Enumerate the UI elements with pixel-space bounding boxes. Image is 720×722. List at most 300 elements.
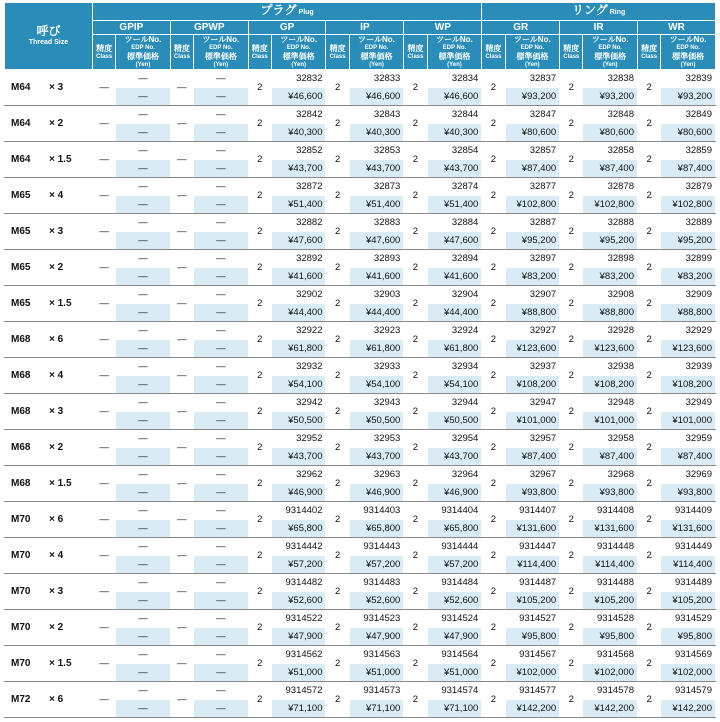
class-cell: 2 xyxy=(404,502,427,538)
price-cell: ¥61,800 xyxy=(427,340,482,358)
price-cell: ¥123,600 xyxy=(661,340,716,358)
price-label: 標準価格 xyxy=(594,52,627,61)
price-cell-empty: — xyxy=(116,592,171,610)
price-cell-empty: — xyxy=(194,448,249,466)
class-cell: 2 xyxy=(404,466,427,502)
price-cell: ¥87,400 xyxy=(661,160,716,178)
price-cell: ¥71,100 xyxy=(271,700,326,718)
class-cell: 2 xyxy=(560,250,583,286)
class-cell-empty: — xyxy=(92,70,115,106)
class-en-label: Class xyxy=(563,53,580,60)
gauge-type-wr: WR xyxy=(637,21,715,35)
class-cell: 2 xyxy=(248,502,271,538)
class-cell: 2 xyxy=(560,502,583,538)
class-column-header xyxy=(326,35,349,70)
class-cell: 2 xyxy=(560,574,583,610)
class-cell: 2 xyxy=(248,70,271,106)
class-cell: 2 xyxy=(560,214,583,250)
price-cell: ¥71,100 xyxy=(349,700,404,718)
edp-cell-empty: — xyxy=(194,610,249,628)
price-cell: ¥88,800 xyxy=(583,304,638,322)
edp-number-cell: 9314574 xyxy=(427,682,482,700)
yen-label: (Yen) xyxy=(447,62,462,68)
class-cell: 2 xyxy=(326,106,349,142)
edp-number-cell: 32892 xyxy=(271,250,326,268)
price-cell: ¥46,600 xyxy=(427,88,482,106)
price-cell-empty: — xyxy=(194,628,249,646)
class-jp-label: 精度 xyxy=(251,43,268,53)
edp-number-cell: 32904 xyxy=(427,286,482,304)
price-cell: ¥105,200 xyxy=(505,592,560,610)
price-cell: ¥95,800 xyxy=(661,628,716,646)
price-cell-empty: — xyxy=(194,664,249,682)
class-cell: 2 xyxy=(404,106,427,142)
thread-pitch: × 3 xyxy=(49,586,64,597)
edp-no-label: EDP No. xyxy=(286,45,311,51)
table-row xyxy=(5,538,716,556)
price-cell: ¥40,300 xyxy=(349,124,404,142)
class-cell: 2 xyxy=(637,610,660,646)
edp-number-cell: 32897 xyxy=(505,250,560,268)
edp-cell-empty: — xyxy=(194,178,249,196)
edp-cell-empty: — xyxy=(194,286,249,304)
class-column-header xyxy=(482,35,505,70)
edp-number-cell: 32942 xyxy=(271,394,326,412)
thread-pitch: × 1.5 xyxy=(49,154,72,165)
thread-size-cell xyxy=(5,214,93,250)
price-cell: ¥102,000 xyxy=(661,664,716,682)
price-cell-empty: — xyxy=(116,160,171,178)
class-cell-empty: — xyxy=(170,538,193,574)
table-row xyxy=(5,250,716,268)
thread-size-header: 呼び Thread Size xyxy=(5,3,93,70)
class-cell: 2 xyxy=(404,70,427,106)
yen-label: (Yen) xyxy=(291,62,307,68)
class-cell-empty: — xyxy=(92,610,115,646)
thread-diameter: M64 xyxy=(11,154,31,165)
table-row xyxy=(5,142,716,160)
price-cell: ¥47,600 xyxy=(271,232,326,250)
price-cell: ¥131,600 xyxy=(505,520,560,538)
price-cell: ¥95,200 xyxy=(583,232,638,250)
edp-number-cell: 9314522 xyxy=(271,610,326,628)
price-cell-empty: — xyxy=(194,412,249,430)
class-cell: 2 xyxy=(326,70,349,106)
edp-number-cell: 32878 xyxy=(583,178,638,196)
thread-pitch: × 2 xyxy=(49,118,64,129)
edp-cell-empty: — xyxy=(194,322,249,340)
class-column-header xyxy=(637,35,660,70)
edp-number-cell: 32908 xyxy=(583,286,638,304)
class-cell: 2 xyxy=(637,106,660,142)
price-cell: ¥57,200 xyxy=(427,556,482,574)
table-body xyxy=(5,70,716,718)
class-cell: 2 xyxy=(326,178,349,214)
column-subheader-row xyxy=(5,35,716,70)
table-row xyxy=(5,322,716,340)
class-cell: 2 xyxy=(560,466,583,502)
class-cell: 2 xyxy=(248,394,271,430)
class-cell: 2 xyxy=(482,430,505,466)
price-cell: ¥87,400 xyxy=(583,448,638,466)
class-cell: 2 xyxy=(560,142,583,178)
class-en-label: Class xyxy=(96,53,113,60)
price-cell-empty: — xyxy=(194,268,249,286)
edp-number-cell: 32938 xyxy=(583,358,638,376)
thread-pitch: × 6 xyxy=(49,514,64,525)
price-cell: ¥47,900 xyxy=(349,628,404,646)
thread-size-cell xyxy=(5,286,93,322)
price-cell: ¥46,900 xyxy=(427,484,482,502)
price-cell: ¥102,800 xyxy=(505,196,560,214)
tool-price-column-header xyxy=(505,35,560,70)
gauge-type-gpip: GPIP xyxy=(92,21,170,35)
class-cell-empty: — xyxy=(170,646,193,682)
price-cell: ¥108,200 xyxy=(583,376,638,394)
class-cell-empty: — xyxy=(92,430,115,466)
price-cell-empty: — xyxy=(116,196,171,214)
price-cell: ¥95,800 xyxy=(505,628,560,646)
edp-number-cell: 32837 xyxy=(505,70,560,88)
class-cell-empty: — xyxy=(92,322,115,358)
price-cell: ¥142,200 xyxy=(583,700,638,718)
edp-number-cell: 9314489 xyxy=(661,574,716,592)
edp-number-cell: 9314487 xyxy=(505,574,560,592)
class-cell-empty: — xyxy=(92,394,115,430)
edp-number-cell: 9314524 xyxy=(427,610,482,628)
class-column-header xyxy=(92,35,115,70)
price-cell: ¥108,200 xyxy=(661,376,716,394)
class-cell: 2 xyxy=(482,322,505,358)
price-cell: ¥51,000 xyxy=(427,664,482,682)
price-cell: ¥105,200 xyxy=(661,592,716,610)
class-cell: 2 xyxy=(560,106,583,142)
thread-pitch: × 6 xyxy=(49,334,64,345)
class-cell-empty: — xyxy=(170,142,193,178)
thread-pitch: × 4 xyxy=(49,190,64,201)
thread-diameter: M70 xyxy=(11,658,31,669)
price-cell-empty: — xyxy=(116,484,171,502)
price-cell: ¥114,400 xyxy=(583,556,638,574)
class-cell: 2 xyxy=(326,574,349,610)
edp-number-cell: 32832 xyxy=(271,70,326,88)
edp-number-cell: 32954 xyxy=(427,430,482,448)
thread-pitch: × 3 xyxy=(49,406,64,417)
table-row xyxy=(5,178,716,196)
edp-number-cell: 9314448 xyxy=(583,538,638,556)
class-en-label: Class xyxy=(173,53,190,60)
class-cell-empty: — xyxy=(92,574,115,610)
price-cell: ¥131,600 xyxy=(583,520,638,538)
thread-pitch: × 2 xyxy=(49,622,64,633)
class-cell: 2 xyxy=(404,610,427,646)
class-column-header xyxy=(404,35,427,70)
class-cell: 2 xyxy=(637,70,660,106)
class-cell: 2 xyxy=(326,142,349,178)
price-label: 標準価格 xyxy=(672,52,705,61)
price-cell-empty: — xyxy=(116,628,171,646)
edp-number-cell: 9314444 xyxy=(427,538,482,556)
edp-number-cell: 9314488 xyxy=(583,574,638,592)
class-cell: 2 xyxy=(248,286,271,322)
price-cell: ¥41,600 xyxy=(427,268,482,286)
price-cell: ¥50,500 xyxy=(349,412,404,430)
class-cell-empty: — xyxy=(170,682,193,718)
yen-label: (Yen) xyxy=(680,62,696,68)
edp-number-cell: 9314567 xyxy=(505,646,560,664)
edp-number-cell: 32838 xyxy=(583,70,638,88)
class-cell: 2 xyxy=(560,322,583,358)
price-cell-empty: — xyxy=(194,484,249,502)
price-cell: ¥87,400 xyxy=(505,448,560,466)
edp-number-cell: 32853 xyxy=(349,142,404,160)
price-cell: ¥83,200 xyxy=(661,268,716,286)
edp-cell-empty: — xyxy=(194,358,249,376)
class-cell: 2 xyxy=(404,250,427,286)
edp-number-cell: 9314442 xyxy=(271,538,326,556)
price-cell-empty: — xyxy=(194,124,249,142)
edp-number-cell: 32883 xyxy=(349,214,404,232)
edp-cell-empty: — xyxy=(116,70,171,88)
thread-size-cell xyxy=(5,250,93,286)
edp-number-cell: 32859 xyxy=(661,142,716,160)
gauge-type-gr: GR xyxy=(482,21,560,35)
edp-cell-empty: — xyxy=(116,466,171,484)
tool-price-column-header xyxy=(116,35,171,70)
edp-no-label: EDP No. xyxy=(676,45,700,51)
price-cell: ¥93,200 xyxy=(661,88,716,106)
price-cell-empty: — xyxy=(116,520,171,538)
tool-price-column-header xyxy=(427,35,482,70)
price-cell: ¥131,600 xyxy=(661,520,716,538)
tool-price-column-header xyxy=(583,35,638,70)
thread-diameter: M68 xyxy=(11,478,31,489)
edp-number-cell: 32958 xyxy=(583,430,638,448)
edp-cell-empty: — xyxy=(116,178,171,196)
edp-number-cell: 9314572 xyxy=(271,682,326,700)
table-row xyxy=(5,502,716,520)
price-cell: ¥123,600 xyxy=(505,340,560,358)
price-cell: ¥142,200 xyxy=(505,700,560,718)
class-jp-label: 精度 xyxy=(96,43,113,53)
price-table xyxy=(4,2,716,718)
plug-group-header: プラグ Plug xyxy=(92,3,481,21)
edp-number-cell: 32907 xyxy=(505,286,560,304)
edp-number-cell: 32834 xyxy=(427,70,482,88)
price-cell: ¥93,800 xyxy=(505,484,560,502)
edp-number-cell: 32889 xyxy=(661,214,716,232)
edp-number-cell: 32894 xyxy=(427,250,482,268)
price-cell: ¥80,600 xyxy=(661,124,716,142)
class-cell: 2 xyxy=(248,574,271,610)
tool-no-label: ツールNo. xyxy=(280,35,318,44)
edp-number-cell: 32902 xyxy=(271,286,326,304)
edp-number-cell: 32932 xyxy=(271,358,326,376)
price-cell: ¥83,200 xyxy=(505,268,560,286)
gauge-type-gp: GP xyxy=(248,21,326,35)
edp-number-cell: 32934 xyxy=(427,358,482,376)
edp-number-cell: 32957 xyxy=(505,430,560,448)
price-cell: ¥54,100 xyxy=(349,376,404,394)
price-cell: ¥43,700 xyxy=(349,448,404,466)
price-cell: ¥101,000 xyxy=(583,412,638,430)
class-cell: 2 xyxy=(404,358,427,394)
edp-cell-empty: — xyxy=(116,322,171,340)
edp-cell-empty: — xyxy=(194,430,249,448)
price-label: 標準価格 xyxy=(282,52,315,61)
price-cell: ¥44,400 xyxy=(271,304,326,322)
thread-diameter: M72 xyxy=(11,694,31,705)
thread-size-cell xyxy=(5,502,93,538)
tool-price-column-header xyxy=(194,35,249,70)
price-cell: ¥43,700 xyxy=(427,160,482,178)
edp-cell-empty: — xyxy=(116,682,171,700)
class-column-header xyxy=(170,35,193,70)
class-cell: 2 xyxy=(637,430,660,466)
class-cell: 2 xyxy=(404,214,427,250)
class-cell-empty: — xyxy=(92,250,115,286)
edp-cell-empty: — xyxy=(116,430,171,448)
price-cell: ¥47,600 xyxy=(427,232,482,250)
price-cell: ¥46,600 xyxy=(271,88,326,106)
price-cell: ¥52,600 xyxy=(271,592,326,610)
class-cell: 2 xyxy=(326,358,349,394)
gauge-type-ip: IP xyxy=(326,21,404,35)
class-cell: 2 xyxy=(326,538,349,574)
price-cell: ¥43,700 xyxy=(271,160,326,178)
edp-number-cell: 32952 xyxy=(271,430,326,448)
class-cell-empty: — xyxy=(170,250,193,286)
thread-pitch: × 1.5 xyxy=(49,658,72,669)
class-cell: 2 xyxy=(560,682,583,718)
thread-size-cell xyxy=(5,358,93,394)
edp-cell-empty: — xyxy=(116,502,171,520)
class-cell: 2 xyxy=(482,610,505,646)
price-cell-empty: — xyxy=(116,700,171,718)
price-cell: ¥83,200 xyxy=(583,268,638,286)
edp-number-cell: 9314402 xyxy=(271,502,326,520)
edp-cell-empty: — xyxy=(194,646,249,664)
price-cell: ¥61,800 xyxy=(349,340,404,358)
class-en-label: Class xyxy=(251,53,268,60)
class-cell: 2 xyxy=(637,322,660,358)
price-cell: ¥93,200 xyxy=(583,88,638,106)
class-cell-empty: — xyxy=(92,646,115,682)
class-cell: 2 xyxy=(404,430,427,466)
edp-number-cell: 9314443 xyxy=(349,538,404,556)
edp-number-cell: 32947 xyxy=(505,394,560,412)
price-cell-empty: — xyxy=(194,556,249,574)
edp-number-cell: 32933 xyxy=(349,358,404,376)
edp-number-cell: 32884 xyxy=(427,214,482,232)
price-cell: ¥50,500 xyxy=(427,412,482,430)
edp-number-cell: 32927 xyxy=(505,322,560,340)
class-cell: 2 xyxy=(248,178,271,214)
price-cell: ¥114,400 xyxy=(505,556,560,574)
class-jp-label: 精度 xyxy=(173,43,190,53)
edp-number-cell: 9314562 xyxy=(271,646,326,664)
price-cell: ¥93,200 xyxy=(505,88,560,106)
price-cell: ¥43,700 xyxy=(271,448,326,466)
tool-no-label: ツールNo. xyxy=(358,35,395,44)
class-cell: 2 xyxy=(560,178,583,214)
class-cell-empty: — xyxy=(92,142,115,178)
class-cell: 2 xyxy=(560,358,583,394)
edp-number-cell: 9314404 xyxy=(427,502,482,520)
class-cell: 2 xyxy=(482,538,505,574)
price-cell: ¥54,100 xyxy=(427,376,482,394)
edp-number-cell: 32839 xyxy=(661,70,716,88)
class-cell: 2 xyxy=(482,502,505,538)
edp-no-label: EDP No. xyxy=(131,45,155,51)
edp-cell-empty: — xyxy=(116,142,171,160)
class-en-label: Class xyxy=(641,53,658,60)
class-cell-empty: — xyxy=(92,214,115,250)
class-cell: 2 xyxy=(326,286,349,322)
price-cell-empty: — xyxy=(116,268,171,286)
class-cell: 2 xyxy=(404,286,427,322)
price-cell: ¥52,600 xyxy=(427,592,482,610)
table-row xyxy=(5,394,716,412)
class-cell: 2 xyxy=(560,538,583,574)
class-cell: 2 xyxy=(482,250,505,286)
class-cell-empty: — xyxy=(92,106,115,142)
edp-number-cell: 32874 xyxy=(427,178,482,196)
price-cell: ¥105,200 xyxy=(583,592,638,610)
class-cell: 2 xyxy=(482,682,505,718)
class-cell: 2 xyxy=(482,466,505,502)
table-row xyxy=(5,610,716,628)
price-cell: ¥95,200 xyxy=(505,232,560,250)
edp-number-cell: 32939 xyxy=(661,358,716,376)
yen-label: (Yen) xyxy=(135,62,151,68)
edp-number-cell: 32949 xyxy=(661,394,716,412)
thread-size-cell xyxy=(5,106,93,142)
price-cell: ¥102,000 xyxy=(583,664,638,682)
price-cell: ¥88,800 xyxy=(505,304,560,322)
price-cell: ¥47,900 xyxy=(271,628,326,646)
class-cell: 2 xyxy=(326,682,349,718)
tool-no-label: ツールNo. xyxy=(513,35,551,44)
price-cell: ¥93,800 xyxy=(583,484,638,502)
price-cell: ¥87,400 xyxy=(583,160,638,178)
price-cell: ¥108,200 xyxy=(505,376,560,394)
class-cell: 2 xyxy=(248,682,271,718)
thread-pitch: × 3 xyxy=(49,82,64,93)
class-cell: 2 xyxy=(482,178,505,214)
edp-cell-empty: — xyxy=(116,610,171,628)
edp-cell-empty: — xyxy=(116,646,171,664)
gauge-type-header-row xyxy=(5,21,716,35)
edp-number-cell: 32968 xyxy=(583,466,638,484)
tool-price-column-header xyxy=(271,35,326,70)
edp-no-label: EDP No. xyxy=(442,45,467,51)
edp-cell-empty: — xyxy=(194,70,249,88)
class-cell: 2 xyxy=(248,538,271,574)
price-label: 標準価格 xyxy=(516,52,549,61)
thread-pitch: × 2 xyxy=(49,442,64,453)
edp-number-cell: 32962 xyxy=(271,466,326,484)
price-cell: ¥43,700 xyxy=(349,160,404,178)
gauge-type-wp: WP xyxy=(404,21,482,35)
class-cell: 2 xyxy=(326,214,349,250)
thread-size-cell xyxy=(5,178,93,214)
price-cell-empty: — xyxy=(116,124,171,142)
edp-number-cell: 32842 xyxy=(271,106,326,124)
price-cell: ¥80,600 xyxy=(505,124,560,142)
edp-number-cell: 32937 xyxy=(505,358,560,376)
edp-number-cell: 9314528 xyxy=(583,610,638,628)
